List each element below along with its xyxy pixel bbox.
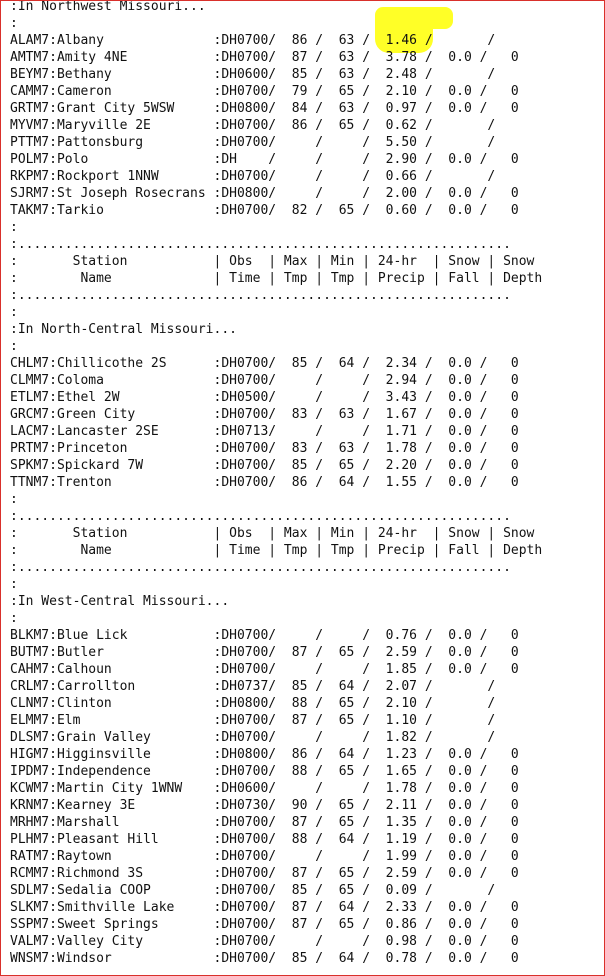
report-line: : Station | Obs | Max | Min | 24-hr | Snow | Snow bbox=[10, 254, 535, 269]
report-line: : bbox=[10, 577, 18, 592]
report-line: SPKM7:Spickard 7W :DH0700/ 85 / 65 / 2.20 / 0.0 / 0 bbox=[10, 458, 519, 473]
report-line: :In North-Central Missouri... bbox=[10, 322, 237, 337]
report-line: CLMM7:Coloma :DH0700/ / / 2.94 / 0.0 / 0 bbox=[10, 373, 519, 388]
report-line: TTNM7:Trenton :DH0700/ 86 / 64 / 1.55 / 0.0 / 0 bbox=[10, 475, 519, 490]
report-line: : bbox=[10, 220, 18, 235]
report-line: AMTM7:Amity 4NE :DH0700/ 87 / 63 / 3.78 / 0.0 / 0 bbox=[10, 50, 519, 65]
report-line: ETLM7:Ethel 2W :DH0500/ / / 3.43 / 0.0 / 0 bbox=[10, 390, 519, 405]
report-line: SDLM7:Sedalia COOP :DH0700/ 85 / 65 / 0.09 / / bbox=[10, 883, 496, 898]
report-line: LACM7:Lancaster 2SE :DH0713/ / / 1.71 / 0.0 / 0 bbox=[10, 424, 519, 439]
report-line: POLM7:Polo :DH / / / 2.90 / 0.0 / 0 bbox=[10, 152, 519, 167]
report-line: : bbox=[10, 339, 18, 354]
report-line: : bbox=[10, 305, 18, 320]
report-line: SSPM7:Sweet Springs :DH0700/ 87 / 65 / 0.86 / 0.0 / 0 bbox=[10, 917, 519, 932]
report-line: PLHM7:Pleasant Hill :DH0700/ 88 / 64 / 1.19 / 0.0 / 0 bbox=[10, 832, 519, 847]
report-line: GRCM7:Green City :DH0700/ 83 / 63 / 1.67 / 0.0 / 0 bbox=[10, 407, 519, 422]
report-line: PRTM7:Princeton :DH0700/ 83 / 63 / 1.78 / 0.0 / 0 bbox=[10, 441, 519, 456]
rainfall-report-text bbox=[10, 0, 542, 967]
report-line: :............................................................... bbox=[10, 288, 511, 303]
report-line: RKPM7:Rockport 1NNW :DH0700/ / / 0.66 / / bbox=[10, 169, 496, 184]
report-line: KRNM7:Kearney 3E :DH0730/ 90 / 65 / 2.11 / 0.0 / 0 bbox=[10, 798, 519, 813]
report-line: SLKM7:Smithville Lake :DH0700/ 87 / 64 / 2.33 / 0.0 / 0 bbox=[10, 900, 519, 915]
report-line: BUTM7:Butler :DH0700/ 87 / 65 / 2.59 / 0.0 / 0 bbox=[10, 645, 519, 660]
report-line: CAMM7:Cameron :DH0700/ 79 / 65 / 2.10 / 0.0 / 0 bbox=[10, 84, 519, 99]
report-line: :In Northwest Missouri... bbox=[10, 0, 206, 14]
report-line: CLNM7:Clinton :DH0800/ 88 / 65 / 2.10 / / bbox=[10, 696, 496, 711]
report-line: DLSM7:Grain Valley :DH0700/ / / 1.82 / / bbox=[10, 730, 496, 745]
report-line: IPDM7:Independence :DH0700/ 88 / 65 / 1.65 / 0.0 / 0 bbox=[10, 764, 519, 779]
report-line: : bbox=[10, 492, 18, 507]
report-line: BLKM7:Blue Lick :DH0700/ / / 0.76 / 0.0 / 0 bbox=[10, 628, 519, 643]
report-line: KCWM7:Martin City 1WNW :DH0600/ / / 1.78 / 0.0 / 0 bbox=[10, 781, 519, 796]
report-line: RCMM7:Richmond 3S :DH0700/ 87 / 65 / 2.59 / 0.0 / 0 bbox=[10, 866, 519, 881]
report-line: CAHM7:Calhoun :DH0700/ / / 1.85 / 0.0 / 0 bbox=[10, 662, 519, 677]
report-line: MRHM7:Marshall :DH0700/ 87 / 65 / 1.35 / 0.0 / 0 bbox=[10, 815, 519, 830]
report-line: ELMM7:Elm :DH0700/ 87 / 65 / 1.10 / / bbox=[10, 713, 496, 728]
report-line: : bbox=[10, 611, 18, 626]
report-line: : Station | Obs | Max | Min | 24-hr | Snow | Snow bbox=[10, 526, 535, 541]
report-line: RATM7:Raytown :DH0700/ / / 1.99 / 0.0 / 0 bbox=[10, 849, 519, 864]
report-line: MYVM7:Maryville 2E :DH0700/ 86 / 65 / 0.62 / / bbox=[10, 118, 496, 133]
report-line: : Name | Time | Tmp | Tmp | Precip | Fall | Depth bbox=[10, 543, 543, 558]
report-line: :............................................................... bbox=[10, 509, 511, 524]
report-line: VALM7:Valley City :DH0700/ / / 0.98 / 0.0 / 0 bbox=[10, 934, 519, 949]
report-line: :............................................................... bbox=[10, 560, 511, 575]
report-line: ALAM7:Albany :DH0700/ 86 / 63 / 1.46 / / bbox=[10, 33, 496, 48]
report-line: PTTM7:Pattonsburg :DH0700/ / / 5.50 / / bbox=[10, 135, 496, 150]
report-line: SJRM7:St Joseph Rosecrans :DH0800/ / / 2.00 / 0.0 / 0 bbox=[10, 186, 519, 201]
report-line: CRLM7:Carrollton :DH0737/ 85 / 64 / 2.07 / / bbox=[10, 679, 496, 694]
report-line: WNSM7:Windsor :DH0700/ 85 / 64 / 0.78 / 0.0 / 0 bbox=[10, 951, 519, 966]
report-line: BEYM7:Bethany :DH0600/ 85 / 63 / 2.48 / / bbox=[10, 67, 496, 82]
report-line: :In West-Central Missouri... bbox=[10, 594, 230, 609]
report-line: CHLM7:Chillicothe 2S :DH0700/ 85 / 64 / 2.34 / 0.0 / 0 bbox=[10, 356, 519, 371]
report-line: HIGM7:Higginsville :DH0800/ 86 / 64 / 1.23 / 0.0 / 0 bbox=[10, 747, 519, 762]
report-line: GRTM7:Grant City 5WSW :DH0800/ 84 / 63 / 0.97 / 0.0 / 0 bbox=[10, 101, 519, 116]
report-line: TAKM7:Tarkio :DH0700/ 82 / 65 / 0.60 / 0.0 / 0 bbox=[10, 203, 519, 218]
report-line: :............................................................... bbox=[10, 237, 511, 252]
report-line: : Name | Time | Tmp | Tmp | Precip | Fall | Depth bbox=[10, 271, 543, 286]
report-line: : bbox=[10, 16, 18, 31]
